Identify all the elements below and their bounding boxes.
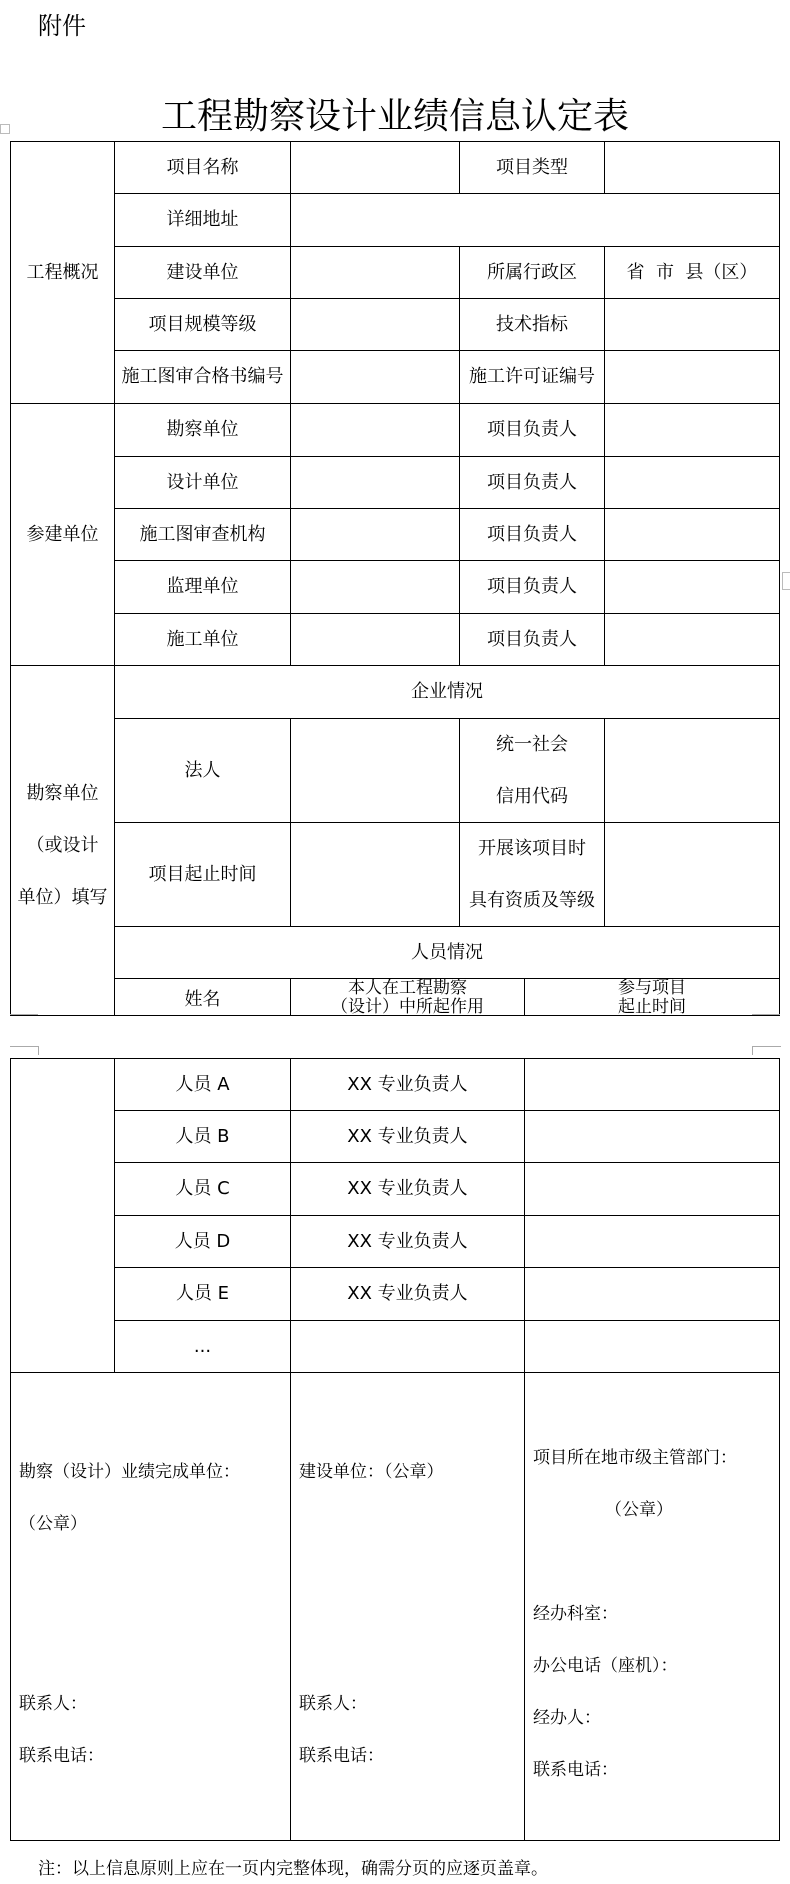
section-overview: 工程概况 [10, 141, 115, 404]
company-heading: 企业情况 [114, 665, 780, 719]
field-tech[interactable] [604, 298, 780, 351]
staff-period-a[interactable] [524, 1058, 780, 1111]
staff-role-a: XX 专业负责人 [290, 1058, 525, 1111]
staff-role-c: XX 专业负责人 [290, 1162, 525, 1216]
signature-survey-unit[interactable] [10, 1372, 291, 1841]
label-design-unit: 设计单位 [114, 456, 291, 509]
section-survey-fill-line1: 勘察单位 [26, 782, 99, 804]
col-header-period [524, 978, 780, 1016]
staff-role-d: XX 专业负责人 [290, 1215, 525, 1268]
signature-authority-label: 项目所在地市级主管部门： [533, 1448, 737, 1468]
field-construction-unit[interactable] [290, 613, 460, 666]
field-project-name[interactable] [290, 141, 460, 194]
label-scale: 项目规模等级 [114, 298, 291, 351]
field-drawing-cert[interactable] [290, 350, 460, 404]
col-header-name: 姓名 [114, 978, 291, 1016]
field-design-unit[interactable] [290, 456, 460, 509]
col-header-role-line2: （设计）中所起作用 [331, 997, 484, 1016]
label-project-type: 项目类型 [459, 141, 605, 194]
page-gap [0, 1016, 790, 1056]
field-construction-leader[interactable] [604, 613, 780, 666]
field-address[interactable] [290, 193, 780, 247]
staff-name-more: ... [114, 1320, 291, 1373]
staff-role-e: XX 专业负责人 [290, 1267, 525, 1321]
staff-role-b: XX 专业负责人 [290, 1110, 525, 1163]
staff-period-d[interactable] [524, 1215, 780, 1268]
label-tech: 技术指标 [459, 298, 605, 351]
signature-authority-seal: （公章） [605, 1500, 673, 1520]
label-review-agency: 施工图审查机构 [114, 508, 291, 561]
label-supervision-leader: 项目负责人 [459, 560, 605, 614]
page-corner-mark [752, 1046, 781, 1055]
section-survey-fill [10, 665, 115, 1016]
staff-name-d: 人员 D [114, 1215, 291, 1268]
field-review-agency[interactable] [290, 508, 460, 561]
page-corner-mark [10, 1046, 39, 1055]
signature-authority-office: 经办科室： [533, 1604, 618, 1624]
label-construction-unit: 施工单位 [114, 613, 291, 666]
field-region[interactable]: 省 市 县（区） [604, 246, 780, 299]
section-survey-fill-line2: （或设计 [26, 834, 99, 856]
page-title: 工程勘察设计业绩信息认定表 [160, 96, 629, 137]
field-scale[interactable] [290, 298, 460, 351]
signature-authority-handler: 经办人： [533, 1708, 601, 1728]
col-header-role [290, 978, 525, 1016]
label-region: 所属行政区 [459, 246, 605, 299]
field-design-leader[interactable] [604, 456, 780, 509]
signature-survey-unit-contact: 联系人： [19, 1694, 87, 1714]
section-participants: 参建单位 [10, 403, 115, 666]
attachment-label: 附件 [38, 12, 86, 40]
section-survey-fill-line3: 单位）填写 [17, 886, 108, 908]
label-qualification-line2: 具有资质及等级 [469, 889, 595, 911]
col-header-period-line2: 起止时间 [618, 997, 686, 1016]
staff-role-more [290, 1320, 525, 1373]
signature-survey-unit-label: 勘察（设计）业绩完成单位： [19, 1462, 240, 1482]
label-legal-person: 法人 [114, 718, 291, 823]
signature-survey-unit-phone: 联系电话： [19, 1746, 104, 1766]
label-design-leader: 项目负责人 [459, 456, 605, 509]
label-credit-code-line1: 统一社会 [496, 733, 568, 755]
page-corner-mark [752, 1014, 780, 1015]
field-permit[interactable] [604, 350, 780, 404]
col-header-role-line1: 本人在工程勘察 [348, 978, 467, 998]
page-corner-mark [10, 1014, 38, 1015]
field-supervision-leader[interactable] [604, 560, 780, 614]
col-header-period-line1: 参与项目 [618, 978, 686, 998]
label-project-name: 项目名称 [114, 141, 291, 194]
field-legal-person[interactable] [290, 718, 460, 823]
staff-period-b[interactable] [524, 1110, 780, 1163]
signature-authority-office-phone: 办公电话（座机）： [533, 1656, 678, 1676]
label-qualification [459, 822, 605, 927]
field-survey-unit[interactable] [290, 403, 460, 457]
field-credit-code[interactable] [604, 718, 780, 823]
label-credit-code [459, 718, 605, 823]
field-builder[interactable] [290, 246, 460, 299]
staff-period-c[interactable] [524, 1162, 780, 1216]
label-permit: 施工许可证编号 [459, 350, 605, 404]
label-builder: 建设单位 [114, 246, 291, 299]
label-credit-code-line2: 信用代码 [496, 785, 568, 807]
label-review-leader: 项目负责人 [459, 508, 605, 561]
label-address: 详细地址 [114, 193, 291, 247]
label-construction-leader: 项目负责人 [459, 613, 605, 666]
field-period[interactable] [290, 822, 460, 927]
field-qualification[interactable] [604, 822, 780, 927]
staff-heading: 人员情况 [114, 926, 780, 979]
label-survey-unit: 勘察单位 [114, 403, 291, 457]
label-period: 项目起止时间 [114, 822, 291, 927]
label-supervision-unit: 监理单位 [114, 560, 291, 614]
section-survey-fill-continued [10, 1058, 115, 1373]
staff-name-a: 人员 A [114, 1058, 291, 1111]
signature-builder[interactable] [290, 1372, 525, 1841]
label-drawing-cert: 施工图审合格书编号 [114, 350, 291, 404]
field-supervision-unit[interactable] [290, 560, 460, 614]
row-insert-icon[interactable] [782, 572, 790, 590]
table-handle-icon[interactable] [0, 124, 10, 134]
field-review-leader[interactable] [604, 508, 780, 561]
label-qualification-line1: 开展该项目时 [478, 837, 586, 859]
staff-name-b: 人员 B [114, 1110, 291, 1163]
footnote: 注：以上信息原则上应在一页内完整体现，确需分页的应逐页盖章。 [38, 1859, 548, 1879]
signature-authority-phone: 联系电话： [533, 1760, 618, 1780]
signature-builder-phone: 联系电话： [299, 1746, 384, 1766]
staff-name-c: 人员 C [114, 1162, 291, 1216]
staff-name-e: 人员 E [114, 1267, 291, 1321]
signature-builder-label: 建设单位：（公章） [299, 1462, 444, 1482]
field-survey-leader[interactable] [604, 403, 780, 457]
field-project-type[interactable] [604, 141, 780, 194]
signature-survey-unit-seal: （公章） [19, 1514, 87, 1534]
signature-authority[interactable] [524, 1372, 780, 1841]
label-survey-leader: 项目负责人 [459, 403, 605, 457]
staff-period-e[interactable] [524, 1267, 780, 1321]
staff-period-more[interactable] [524, 1320, 780, 1373]
signature-builder-contact: 联系人： [299, 1694, 367, 1714]
